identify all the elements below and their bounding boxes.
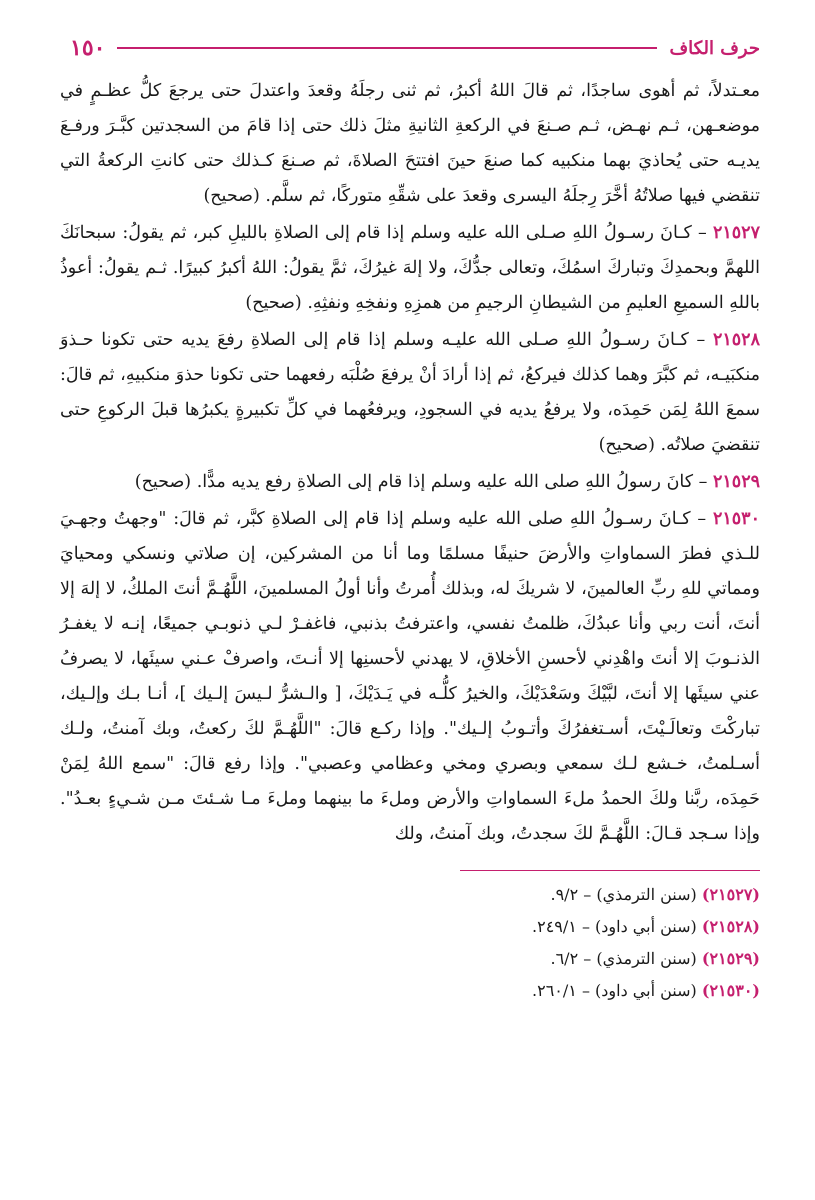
intro-text: معـتدلاً، ثم أهوى ساجدًا، ثم قالَ اللهُ أكبرُ، ثم ثنى رجلَهُ وقعدَ واعتدلَ حتى يرجعَ كلُّ عظـمٍ في موضعـهن، ثـم نهـض، ثـم صـنعَ في الركعةِ الثانيةِ مثلَ ذلك حتى إذا قامَ من السجدتين كبَّـرَ ورفـعَ يديـه حتى يُحاذيَ بهما منكبيه كما صنعَ حينَ افتتحَ الصلاةَ، ثم صـنعَ كـذلك حتى كانتِ الركعةُ التي تنقضي فيها صلاتُهُ أخَّرَ رِجلَهُ اليسرى وقعدَ على شقِّهِ متوركًا، ثم سلَّم. xyxy=(60,81,760,206)
hadith-grade: (صحيح) xyxy=(598,435,655,455)
footnote-item xyxy=(60,975,760,1007)
hadith-number: ٢١٥٢٨ xyxy=(712,330,760,350)
footnote-rule xyxy=(460,870,760,871)
chapter-title: حرف الكاف xyxy=(669,37,760,59)
hadith-number: ٢١٥٢٩ xyxy=(713,472,760,492)
footnote-item xyxy=(60,943,760,975)
hadith-grade: (صحيح) xyxy=(134,472,192,492)
hadith-grade: (صحيح) xyxy=(245,293,302,313)
hadith-dash: – xyxy=(698,472,708,492)
footnote-text: (سنن الترمذي) – ٦/٢. xyxy=(550,949,697,968)
hadith-dash: – xyxy=(696,330,706,350)
footnote-text: (سنن أبي داود) – ٢٦٠/١. xyxy=(532,981,697,1000)
hadith-dash: – xyxy=(697,509,707,529)
page-number: ١٥٠ xyxy=(70,35,106,61)
intro-paragraph xyxy=(60,74,760,214)
footnote-item xyxy=(60,879,760,911)
hadith-text: كـانَ رسـولُ اللهِ صلى الله عليه وسلم إذا قام إلى الصلاةِ كبَّر، ثم قالَ: "وجهتُ وجهـيَ للـذي فطرَ السماواتِ والأرضَ حنيفًا مسلمًا وما أنا من المشركين، إن صلاتي ونسكي ومحيايَ ومماتي للهِ ربِّ العالمينَ، لا شريكَ له، وبذلك أُمرتُ وأنا أولُ المسلمينَ، اللَّهُـمَّ أنتَ الملكُ، لا إلهَ إلا أنتَ، أنت ربي وأنا عبدُكَ، ظلمتُ نفسي، واعترفتُ بذنبي، فاغفـرْ لـي ذنوبـي جميعًا، إنـه لا يغفـرُ الذنـوبَ إلا أنتَ واهْدِني لأحسنِ الأخلاقِ، لا يهدني لأحسنِها إلا أنـتَ، واصرفْ عـني سيئَها، لا يصرفُ عني سيئَها إلا أنتَ، لبَّيْكَ وسَعْدَيْكَ، والخيرُ كلُّـه في يَـدَيْكَ، [ والـشرُّ لـيسَ إلـيك ]، أنـا بـك وإلـيك، تباركْتَ وتعالَـيْتَ، أسـتغفرُكَ وأتـوبُ إلـيك". وإذا ركـع قالَ: "اللَّهُـمَّ لكَ ركعتُ، وبك آمنتُ، ولـك أسـلمتُ، خـشع لـك سمعي وبصري ومخي وعظامي وعصبي". وإذا رفع قالَ: "سمع اللهُ لِمَنْ حَمِدَه، ربَّنا ولكَ الحمدُ ملءَ السماواتِ والأرض وملءَ ما بينهما وملءَ مـا شـئتَ مـن شـيءٍ بعـدُ". وإذا سـجد قـالَ: اللَّهُـمَّ لكَ سجدتُ، وبك آمنتُ، ولك xyxy=(60,509,760,844)
hadith-text: كـانَ رسـولُ اللهِ صـلى الله عليه وسلم إذا قام إلى الصلاةِ بالليلِ كبر، ثم يقولُ: سبحانَكَ اللهمَّ وبحمدِكَ وتباركَ اسمُكَ، وتعالى جدُّكَ، ولا إلهَ غيرُكَ، ثمَّ يقولُ: اللهُ أكبرُ كبيرًا. ثـم يقولُ: أعوذُ باللهِ السميعِ العليمِ من الشيطانِ الرجيمِ من همزِهِ ونفخِهِ ونفثِهِ. xyxy=(60,223,760,313)
header-rule xyxy=(117,47,657,49)
hadith-text: كـانَ رسـولُ اللهِ صـلى الله عليـه وسلم إذا قام إلى الصلاةِ رفعَ يديه حتى تكونا حـذوَ منكبَيـه، ثم كبَّرَ وهما كذلك فيركعُ، ثم إذا أرادَ أنْ يرفعَ صُلْبَه رفعهما حتى تكونا حذوَ منكبيهِ، ثم قالَ: سمعَ اللهُ لِمَن حَمِدَه، ولا يرفعُ يديه في السجودِ، ويرفعُهما في كلِّ تكبيرةٍ يكبرُها قبلَ الركوعِ حتى تنقضيَ صلاتُه. xyxy=(60,330,760,455)
hadith-text: كانَ رسولُ اللهِ صلى الله عليه وسلم إذا قام إلى الصلاةِ رفع يديه مدًّا. xyxy=(196,472,694,492)
page-header xyxy=(60,30,760,66)
footnotes xyxy=(60,879,760,1007)
hadith-entry xyxy=(60,465,760,500)
page-content xyxy=(60,74,760,852)
book-page xyxy=(60,30,760,1007)
intro-grade: (صحيح) xyxy=(203,186,260,206)
footnote-number: (٢١٥٢٨) xyxy=(701,917,760,936)
hadith-entry xyxy=(60,323,760,463)
footnote-text: (سنن الترمذي) – ٩/٢. xyxy=(550,885,697,904)
hadith-number: ٢١٥٣٠ xyxy=(712,509,760,529)
footnote-number: (٢١٥٢٧) xyxy=(701,885,760,904)
hadith-entry xyxy=(60,216,760,321)
footnote-number: (٢١٥٢٩) xyxy=(701,949,760,968)
hadith-dash: – xyxy=(698,223,707,243)
footnote-item xyxy=(60,911,760,943)
footnote-text: (سنن أبي داود) – ٢٤٩/١. xyxy=(532,917,697,936)
hadith-entry xyxy=(60,502,760,852)
hadith-number: ٢١٥٢٧ xyxy=(712,223,760,243)
footnote-number: (٢١٥٣٠) xyxy=(701,981,760,1000)
